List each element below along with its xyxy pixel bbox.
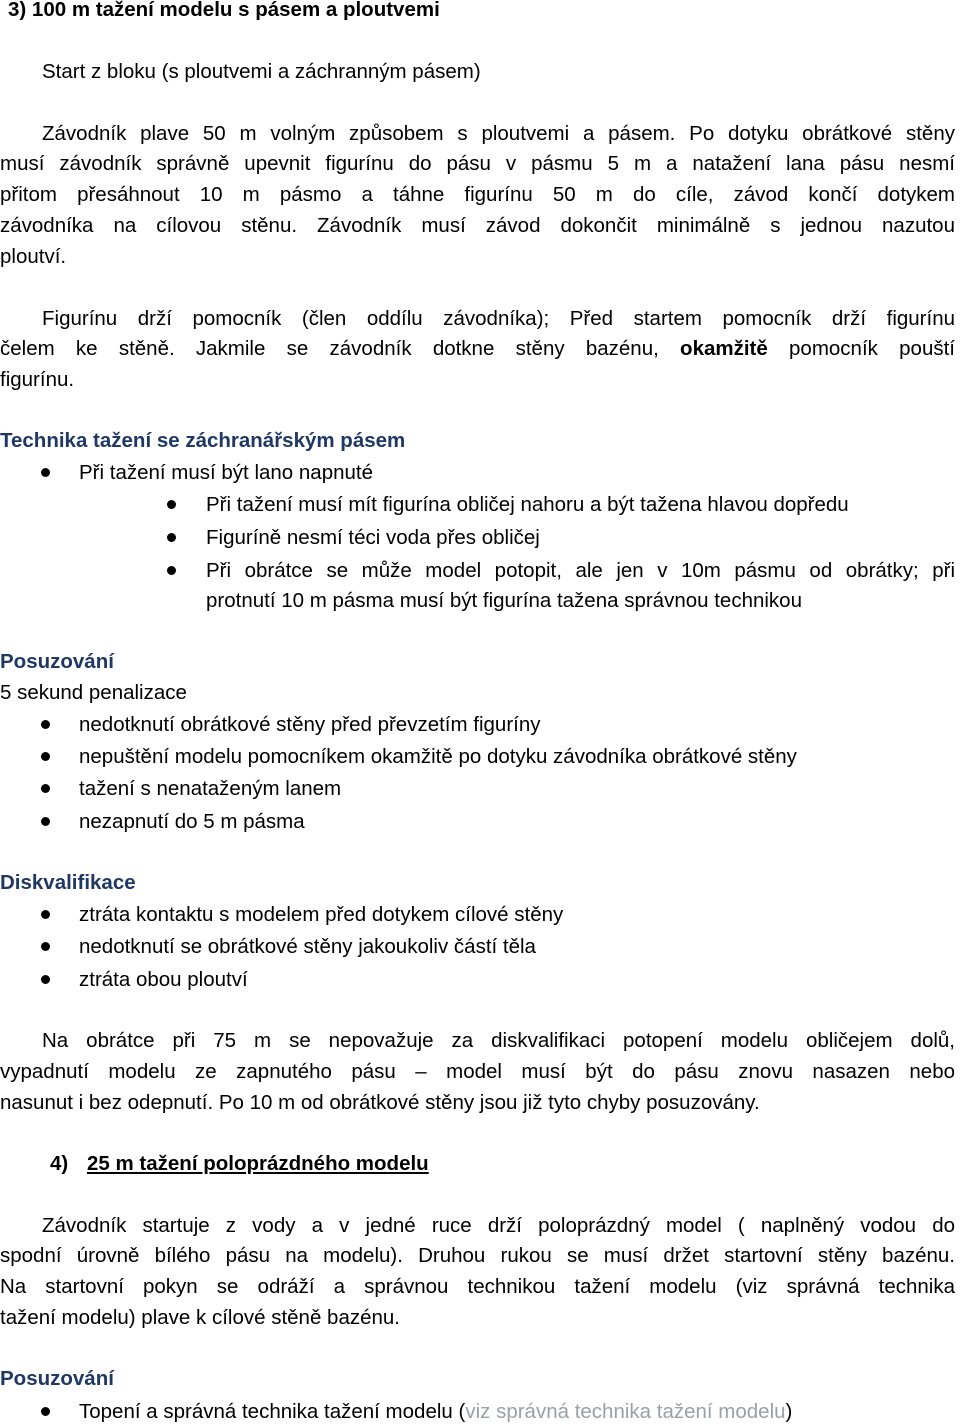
bullet-icon bbox=[41, 910, 50, 919]
disqualification-heading: Diskvalifikace bbox=[0, 871, 136, 894]
technique-heading: Technika tažení se záchranářským pásem bbox=[0, 429, 406, 452]
para1-line-2: musí závodník správně upevnit figurínu do pásu v pásmu 5 m a natažení lana pásu nesmí bbox=[0, 152, 955, 175]
s4-para-line-2: spodní úrovně bílého pásu na modelu). Druhou rukou se musí držet startovní stěny bazénu. bbox=[0, 1244, 955, 1267]
penalty-heading: 5 sekund penalizace bbox=[0, 681, 187, 704]
para1-line-4: závodníka na cílovou stěnu. Závodník musí závod dokončit minimálně s jednou nazutou bbox=[0, 214, 955, 237]
s4-para-line-3: Na startovní pokyn se odráží a správnou technikou tažení modelu (viz správná technika bbox=[0, 1275, 955, 1298]
para1-line-1: Závodník plave 50 m volným způsobem s ploutvemi a pásem. Po dotyku obrátkové stěny bbox=[42, 122, 955, 145]
bullet-icon bbox=[41, 975, 50, 984]
bullet-icon bbox=[41, 942, 50, 951]
note-line-1: Na obrátce při 75 m se nepovažuje za diskvalifikaci potopení modelu obličejem dolů, bbox=[42, 1029, 955, 1052]
s4-judging-item-text: Topení a správná technika tažení modelu ( bbox=[79, 1400, 466, 1423]
dq-item-2: nedotknutí se obrátkové stěny jakoukoliv částí těla bbox=[79, 935, 536, 958]
para2-line-3: figurínu. bbox=[0, 368, 75, 391]
judging-heading: Posuzování bbox=[0, 650, 114, 673]
section-4-number: 4) bbox=[50, 1152, 69, 1175]
technique-sub-item-1: Při tažení musí mít figurína obličej nahoru a být tažena hlavou dopředu bbox=[206, 493, 849, 516]
bullet-icon bbox=[41, 784, 50, 793]
bullet-icon bbox=[167, 500, 176, 509]
technique-sub-item-3-cont: protnutí 10 m pásma musí být figurína tažena správnou technikou bbox=[206, 589, 802, 612]
s4-judging-item-close: ) bbox=[785, 1400, 793, 1423]
technique-main-item: Při tažení musí být lano napnuté bbox=[79, 461, 374, 484]
s4-para-line-4: tažení modelu) plave k cílové stěně bazénu. bbox=[0, 1306, 400, 1329]
technique-sub-item-2: Figuríně nesmí téci voda přes obličej bbox=[206, 526, 540, 549]
para2-line-1: Figurínu drží pomocník (člen oddílu závodníka); Před startem pomocník drží figurínu bbox=[42, 307, 955, 330]
emphasis-okamzite: okamžitě bbox=[680, 337, 768, 360]
section-4-title: 25 m tažení poloprázdného modelu bbox=[87, 1152, 429, 1175]
bullet-icon bbox=[41, 1407, 50, 1416]
bullet-icon bbox=[41, 817, 50, 826]
technique-sub-item-3: Při obrátce se může model potopit, ale jen v 10m pásmu od obrátky; při bbox=[206, 559, 955, 582]
bullet-icon bbox=[41, 468, 50, 477]
bullet-icon bbox=[41, 720, 50, 729]
dq-item-1: ztráta kontaktu s modelem před dotykem cílové stěny bbox=[79, 903, 564, 926]
dq-item-3: ztráta obou ploutví bbox=[79, 968, 248, 991]
bullet-icon bbox=[167, 566, 176, 575]
start-info: Start z bloku (s ploutvemi a záchranným pásem) bbox=[42, 60, 481, 83]
para2-line-2-end: pomocník pouští bbox=[789, 337, 955, 360]
note-line-3: nasunut i bez odepnutí. Po 10 m od obrátkové stěny jsou již tyto chyby posuzovány. bbox=[0, 1091, 760, 1114]
penalty-item-2: nepuštění modelu pomocníkem okamžitě po dotyku závodníka obrátkové stěny bbox=[79, 745, 797, 768]
s4-judging-item bbox=[79, 1398, 792, 1426]
note-line-2: vypadnutí modelu ze zapnutého pásu – model musí být do pásu znovu nasazen nebo bbox=[0, 1060, 955, 1083]
reference-link[interactable]: viz správná technika tažení modelu bbox=[465, 1400, 786, 1423]
penalty-item-4: nezapnutí do 5 m pásma bbox=[79, 810, 305, 833]
s4-judging-heading: Posuzování bbox=[0, 1367, 114, 1390]
section-3-heading: 3) 100 m tažení modelu s pásem a ploutvemi bbox=[8, 0, 440, 21]
bullet-icon bbox=[167, 533, 176, 542]
para1-line-3: přitom přesáhnout 10 m pásmo a táhne figurínu 50 m do cíle, závod končí dotykem bbox=[0, 183, 955, 206]
penalty-item-1: nedotknutí obrátkové stěny před převzetím figuríny bbox=[79, 713, 541, 736]
para2-line-2-start: čelem ke stěně. Jakmile se závodník dotkne stěny bazénu, bbox=[0, 337, 659, 360]
bullet-icon bbox=[41, 752, 50, 761]
s4-para-line-1: Závodník startuje z vody a v jedné ruce drží poloprázdný model ( naplněný vodou do bbox=[42, 1214, 955, 1237]
penalty-item-3: tažení s nenataženým lanem bbox=[79, 777, 342, 800]
para2-line-2 bbox=[0, 335, 955, 363]
para1-line-5: ploutví. bbox=[0, 245, 67, 268]
